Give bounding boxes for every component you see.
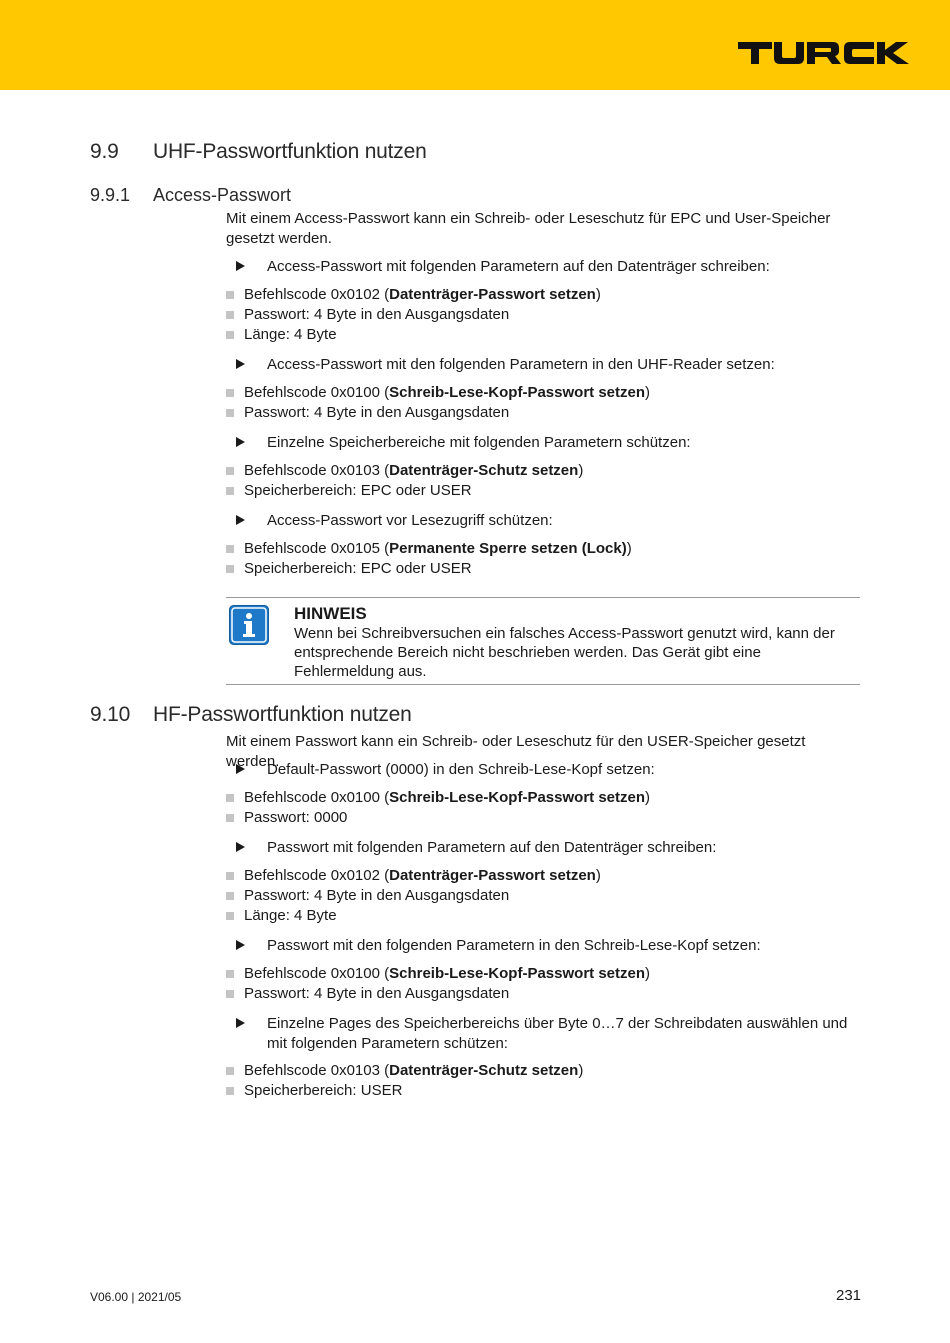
step-text: Access-Passwort mit folgenden Parametern auf den Datenträger schreiben:: [267, 258, 770, 275]
step-arrow-icon: [236, 515, 245, 525]
bullet-square-icon: [226, 1087, 234, 1095]
header-band: [0, 0, 950, 90]
bullet-square-icon: [226, 565, 234, 573]
bullet-square-icon: [226, 311, 234, 319]
bullet-square-icon: [226, 545, 234, 553]
bullet-square-icon: [226, 487, 234, 495]
step-arrow-icon: [236, 359, 245, 369]
step-arrow-icon: [236, 437, 245, 447]
section-number: 9.10: [90, 703, 131, 726]
bullet-square-icon: [226, 970, 234, 978]
section-title: UHF-Passwortfunktion nutzen: [153, 140, 427, 163]
footer-version: V06.00 | 2021/05: [90, 1290, 182, 1304]
bullet-square-icon: [226, 331, 234, 339]
step-text: Passwort mit folgenden Parametern auf den Datenträger schreiben:: [267, 839, 717, 856]
step-arrow-icon: [236, 940, 245, 950]
section-title: HF-Passwortfunktion nutzen: [153, 703, 412, 726]
info-icon: [229, 605, 269, 645]
bullet-square-icon: [226, 814, 234, 822]
bullet-square-icon: [226, 467, 234, 475]
step-arrow-icon: [236, 842, 245, 852]
note-divider-top: [226, 597, 860, 598]
step-text: Access-Passwort vor Lesezugriff schützen:: [267, 512, 553, 529]
step-text: Passwort mit den folgenden Parametern in den Schreib-Lese-Kopf setzen:: [267, 937, 761, 954]
page-number: 231: [836, 1287, 862, 1304]
step-text: Access-Passwort mit den folgenden Parametern in den UHF-Reader setzen:: [267, 356, 775, 373]
step-arrow-icon: [236, 261, 245, 271]
step-text: Einzelne Speicherbereiche mit folgenden Parametern schützen:: [267, 434, 691, 451]
step-text: Default-Passwort (0000) in den Schreib-Lese-Kopf setzen:: [267, 761, 655, 778]
bullet-square-icon: [226, 912, 234, 920]
subsection-number: 9.9.1: [90, 185, 131, 205]
note-text: Wenn bei Schreibversuchen ein falsches Access-Passwort genutzt wird, kann der entsprechende Bereich nicht beschrieben werden. Das Gerät gibt eine Fehlermeldung aus.: [294, 625, 835, 680]
bullet-square-icon: [226, 892, 234, 900]
bullet-square-icon: [226, 872, 234, 880]
intro-paragraph: Mit einem Access-Passwort kann ein Schreib- oder Leseschutz für EPC und User-Speicher gesetzt werden.: [226, 210, 831, 247]
subsection-title: Access-Passwort: [153, 185, 292, 205]
turck-logo: [738, 40, 914, 66]
note-divider-bottom: [226, 684, 860, 685]
bullet-square-icon: [226, 1067, 234, 1075]
bullet-square-icon: [226, 389, 234, 397]
intro-paragraph: Mit einem Passwort kann ein Schreib- oder Leseschutz für den USER-Speicher gesetzt werden.: [226, 733, 806, 770]
bullet-square-icon: [226, 794, 234, 802]
bullet-square-icon: [226, 409, 234, 417]
step-arrow-icon: [236, 764, 245, 774]
step-arrow-icon: [236, 1018, 245, 1028]
bullet-square-icon: [226, 990, 234, 998]
step-text: Einzelne Pages des Speicherbereichs über Byte 0…7 der Schreibdaten auswählen und mit folgenden Parametern schützen:: [267, 1015, 848, 1052]
bullet-square-icon: [226, 291, 234, 299]
note-title: HINWEIS: [294, 604, 367, 623]
section-number: 9.9: [90, 140, 119, 163]
